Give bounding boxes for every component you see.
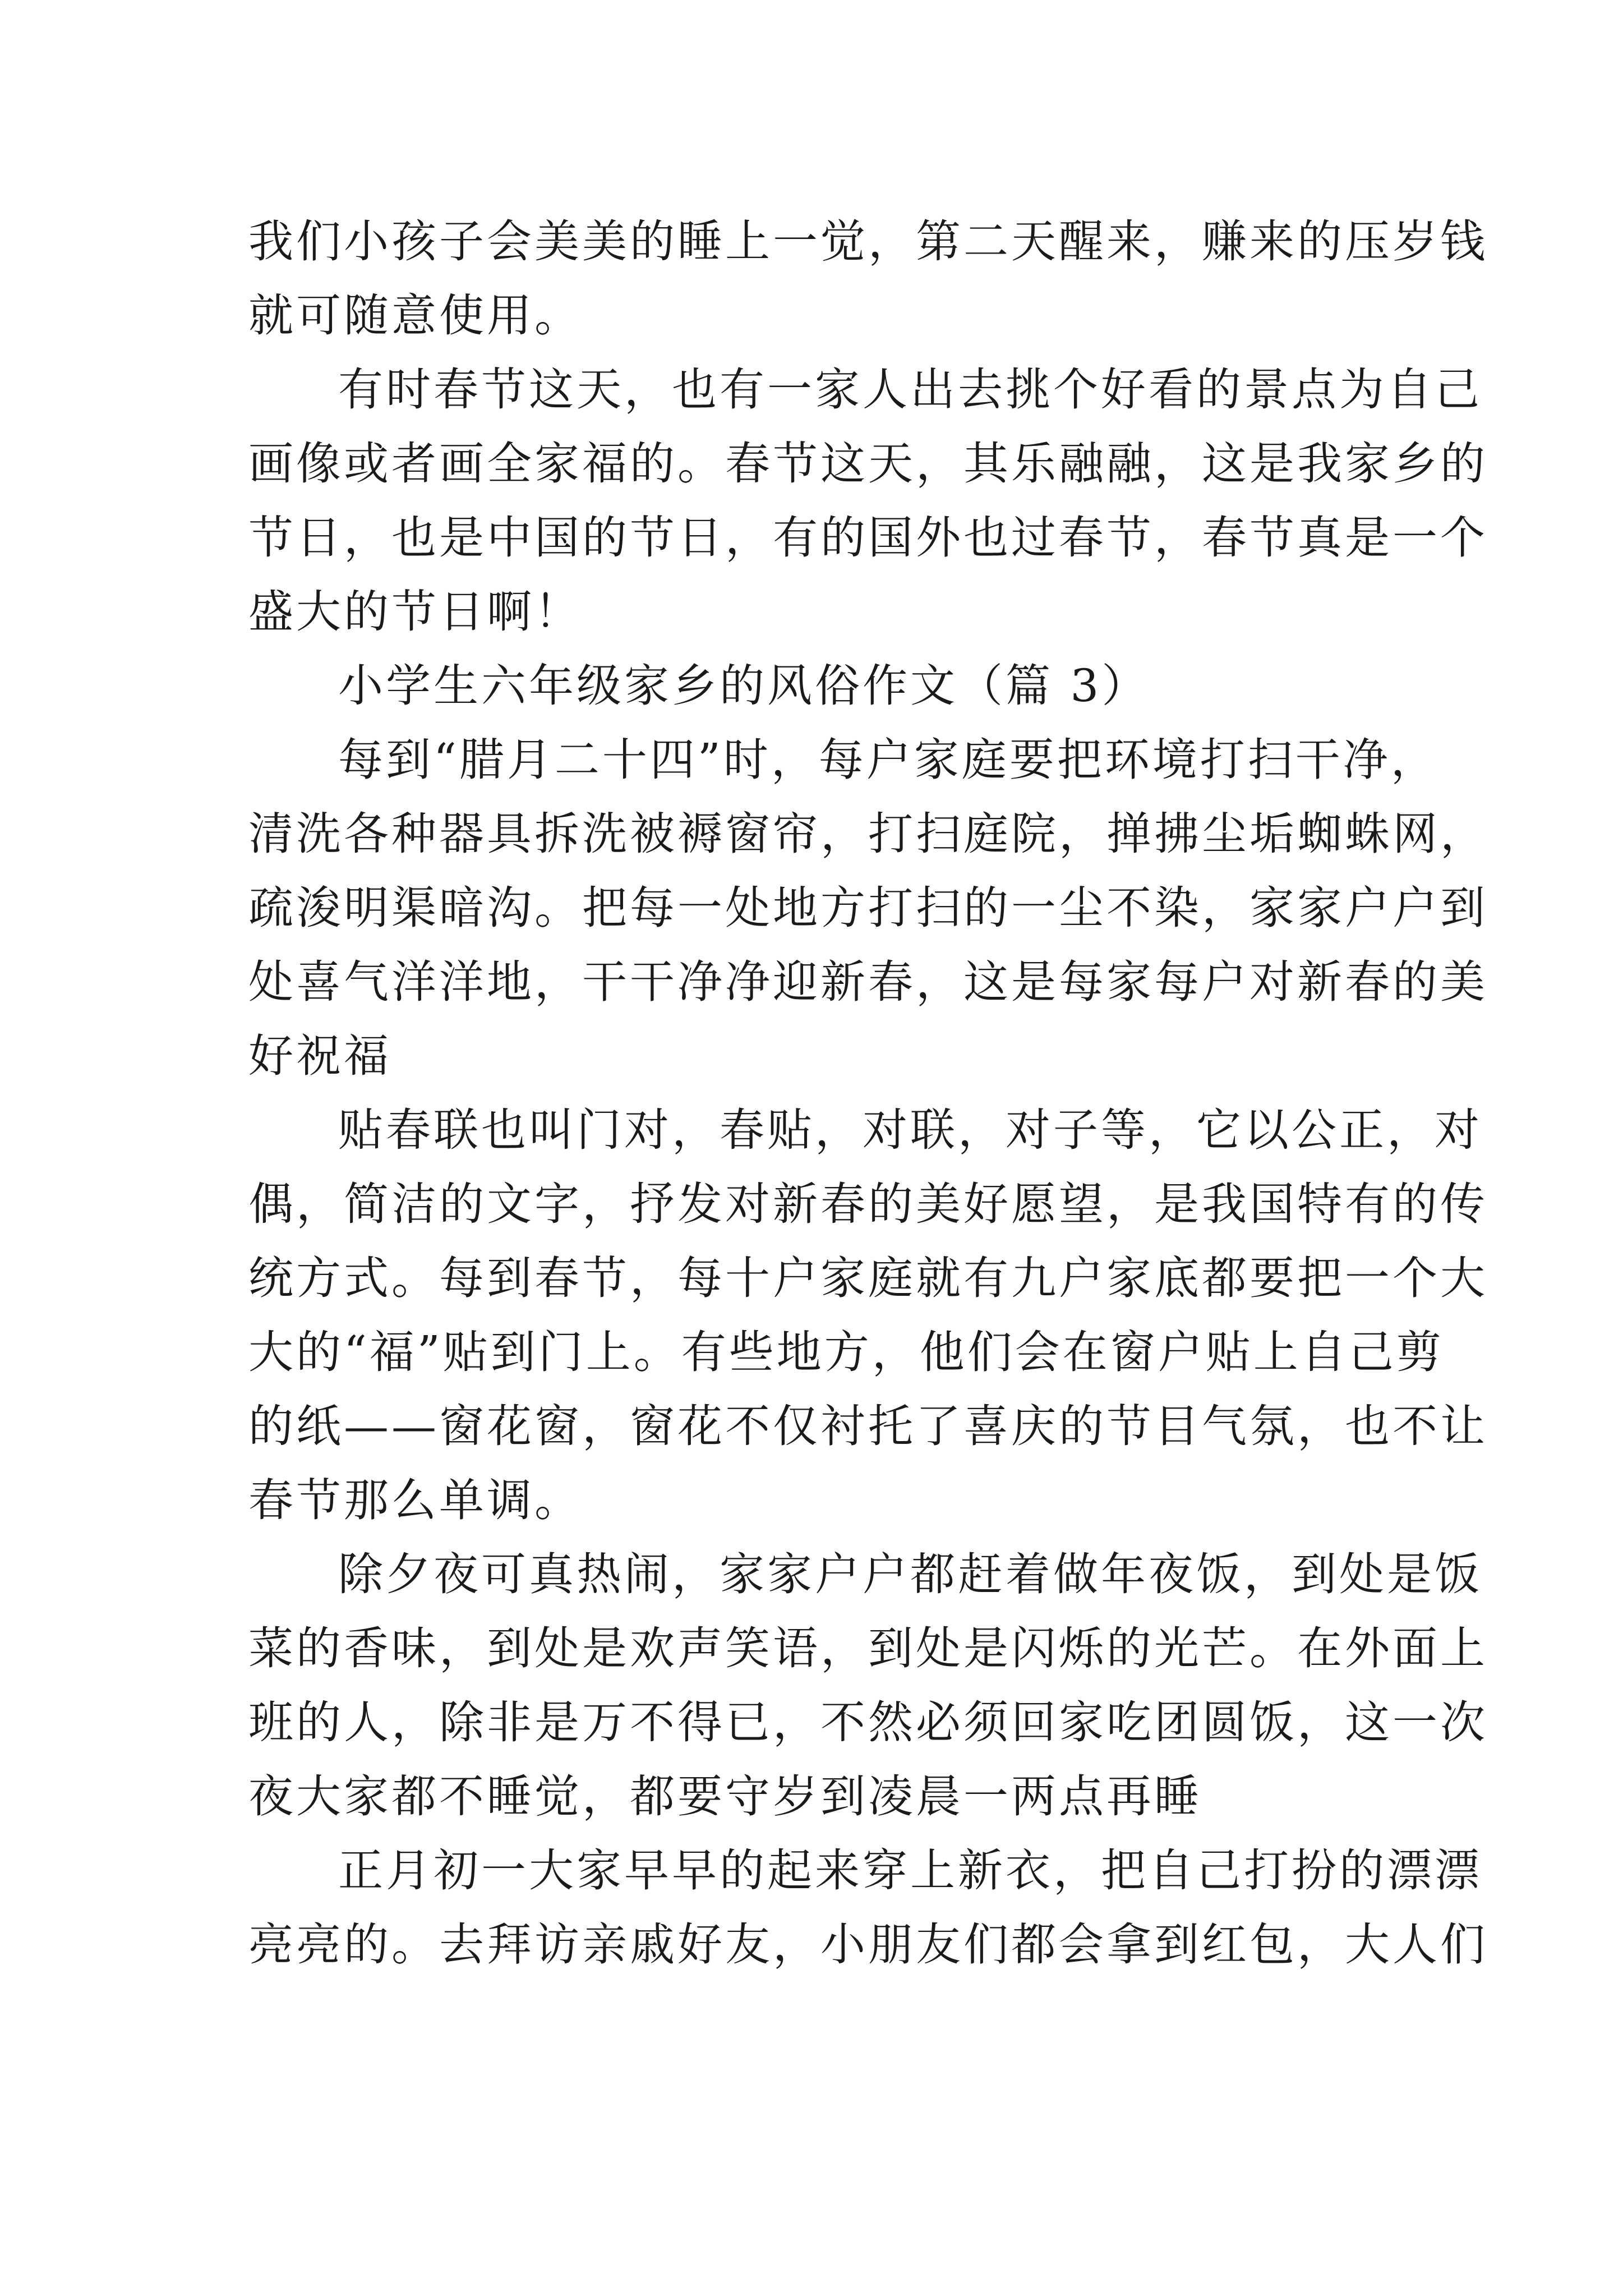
section-heading: 小学生六年级家乡的风俗作文（篇 3） (338, 660, 1150, 712)
text-line: 春节那么单调。 (248, 1474, 582, 1526)
text-line: 正月初一大家早早的起来穿上新衣，把自己打扮的漂漂 (338, 1844, 1482, 1897)
text-line: 有时春节这天，也有一家人出去挑个好看的景点为自己 (338, 364, 1482, 416)
text-line: 每到“腊月二十四”时，每户家庭要把环境打扫干净， (338, 734, 1438, 786)
text-line: 我们小孩子会美美的睡上一觉，第二天醒来，赚来的压岁钱 (248, 215, 1488, 268)
text-line: 节日，也是中国的节日，有的国外也过春节，春节真是一个 (248, 512, 1488, 564)
text-line: 除夕夜可真热闹，家家户户都赶着做年夜饭，到处是饭 (338, 1548, 1482, 1600)
text-line: 亮亮的。去拜访亲戚好友，小朋友们都会拿到红包，大人们 (248, 1918, 1488, 1971)
text-line: 班的人，除非是万不得已，不然必须回家吃团圆饭，这一次 (248, 1696, 1488, 1749)
text-line: 大的“福”贴到门上。有些地方，他们会在窗户贴上自己剪 (248, 1326, 1444, 1378)
text-line: 画像或者画全家福的。春节这天，其乐融融，这是我家乡的 (248, 438, 1488, 490)
text-line: 的纸——窗花窗，窗花不仅衬托了喜庆的节目气氛，也不让 (248, 1400, 1488, 1452)
text-line: 菜的香味，到处是欢声笑语，到处是闪烁的光芒。在外面上 (248, 1622, 1488, 1674)
text-line: 就可随意使用。 (248, 289, 582, 342)
text-line: 清洗各种器具拆洗被褥窗帘，打扫庭院，掸拂尘垢蜘蛛网， (248, 808, 1488, 860)
document-body (248, 205, 1488, 1982)
text-line: 统方式。每到春节，每十户家庭就有九户家底都要把一个大 (248, 1252, 1488, 1304)
text-line: 盛大的节日啊！ (248, 586, 582, 638)
text-line: 夜大家都不睡觉，都要守岁到凌晨一两点再睡 (248, 1770, 1202, 1823)
text-line: 贴春联也叫门对，春贴，对联，对子等，它以公正，对 (338, 1104, 1482, 1156)
text-line: 好祝福 (248, 1030, 391, 1082)
text-line: 处喜气洋洋地，干干净净迎新春，这是每家每户对新春的美 (248, 956, 1488, 1008)
text-line: 偶，简洁的文字，抒发对新春的美好愿望，是我国特有的传 (248, 1178, 1488, 1230)
text-line: 疏浚明渠暗沟。把每一处地方打扫的一尘不染，家家户户到 (248, 882, 1488, 934)
